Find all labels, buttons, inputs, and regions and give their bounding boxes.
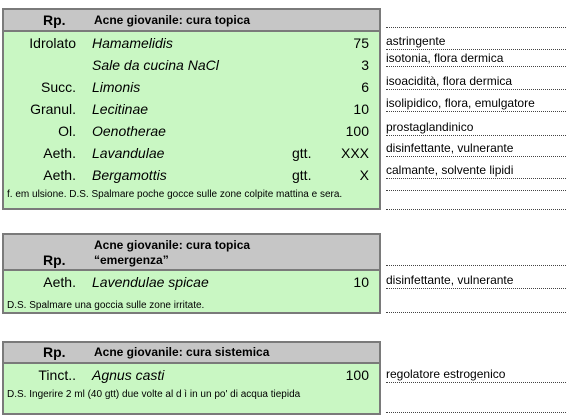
ingredient-name: Limonis <box>92 79 141 95</box>
prescription-instructions: D.S. Spalmare una goccia sulle zone irritate. <box>7 300 205 311</box>
annotation-note: disinfettante, vulnerante <box>386 273 566 289</box>
annotation-line <box>386 190 566 191</box>
rp-label: Rp. <box>43 344 66 360</box>
ingredient-class: Ol. <box>58 123 76 139</box>
ingredient-class: Aeth. <box>43 274 76 290</box>
ingredient-name: Sale da cucina NaCl <box>92 57 219 73</box>
prescription-box-systemic <box>2 341 381 415</box>
annotation-note: astringente <box>386 34 566 50</box>
ingredient-row <box>4 54 379 76</box>
annotation-note: isolipidico, flora, emulgatore <box>386 96 566 112</box>
ingredient-name: Lecitinae <box>92 101 149 117</box>
prescription-subtitle: “emergenza” <box>94 253 169 267</box>
ingredient-quantity: 100 <box>345 123 369 139</box>
ingredient-class: Aeth. <box>43 145 76 161</box>
ingredient-class: Aeth. <box>43 167 76 183</box>
annotation-note: isotonia, flora dermica <box>386 51 566 67</box>
annotation-note: isoacidità, flora dermica <box>386 74 566 90</box>
prescription-header <box>4 10 379 32</box>
ingredient-row <box>4 76 379 98</box>
ingredient-name: Lavandulae <box>92 145 165 161</box>
ingredient-row <box>4 142 379 164</box>
ingredient-unit: gtt. <box>292 145 312 161</box>
ingredient-quantity: 75 <box>353 35 369 51</box>
ingredient-class: Idrolato <box>29 35 76 51</box>
ingredient-quantity: 3 <box>361 57 369 73</box>
prescription-title: Acne giovanile: cura topica <box>94 238 251 252</box>
ingredient-quantity: 100 <box>345 367 369 383</box>
ingredient-quantity: 6 <box>361 79 369 95</box>
ingredient-name: Bergamottis <box>92 167 167 183</box>
prescription-title: Acne giovanile: cura topica <box>94 13 251 27</box>
annotation-note: prostaglandinico <box>386 120 566 136</box>
ingredient-class: Succ. <box>40 79 76 95</box>
annotation-line <box>386 209 566 210</box>
prescription-title: Acne giovanile: cura sistemica <box>94 345 270 359</box>
ingredient-row <box>4 120 379 142</box>
ingredient-quantity: 10 <box>353 274 369 290</box>
ingredient-name: Oenotherae <box>92 123 166 139</box>
prescription-instructions: D.S. Ingerire 2 ml (40 gtt) due volte al d ì in un po' di acqua tiepida <box>7 389 301 400</box>
prescription-header <box>4 343 379 364</box>
annotation-note: regolatore estrogenico <box>386 367 566 383</box>
annotation-line <box>386 412 566 413</box>
ingredient-name: Lavendulae spicae <box>92 274 209 290</box>
ingredient-unit: gtt. <box>292 167 312 183</box>
annotation-line <box>386 265 566 266</box>
ingredient-row <box>4 364 379 386</box>
annotation-note: disinfettante, vulnerante <box>386 141 566 157</box>
ingredient-quantity: X <box>359 167 369 183</box>
ingredient-name: Agnus casti <box>92 367 165 383</box>
rp-label: Rp. <box>43 252 66 268</box>
ingredient-row <box>4 98 379 120</box>
annotation-line <box>386 27 566 28</box>
ingredient-class: Tinct.. <box>38 367 76 383</box>
ingredient-class: Granul. <box>30 101 76 117</box>
prescription-box-emergency <box>2 233 381 314</box>
ingredient-quantity: 10 <box>353 101 369 117</box>
ingredient-quantity: XXX <box>340 145 369 161</box>
annotation-note: calmante, solvente lipidi <box>386 163 566 179</box>
ingredient-row <box>4 164 379 186</box>
prescription-header <box>4 235 379 271</box>
prescription-instructions: f. em ulsione. D.S. Spalmare poche gocce sulle zone colpite mattina e sera. <box>7 189 343 200</box>
ingredient-row <box>4 32 379 54</box>
ingredient-row <box>4 271 379 293</box>
prescription-box-topical <box>2 8 381 210</box>
rp-label: Rp. <box>43 12 66 28</box>
ingredient-name: Hamamelidis <box>92 35 173 51</box>
annotation-line <box>386 312 566 313</box>
